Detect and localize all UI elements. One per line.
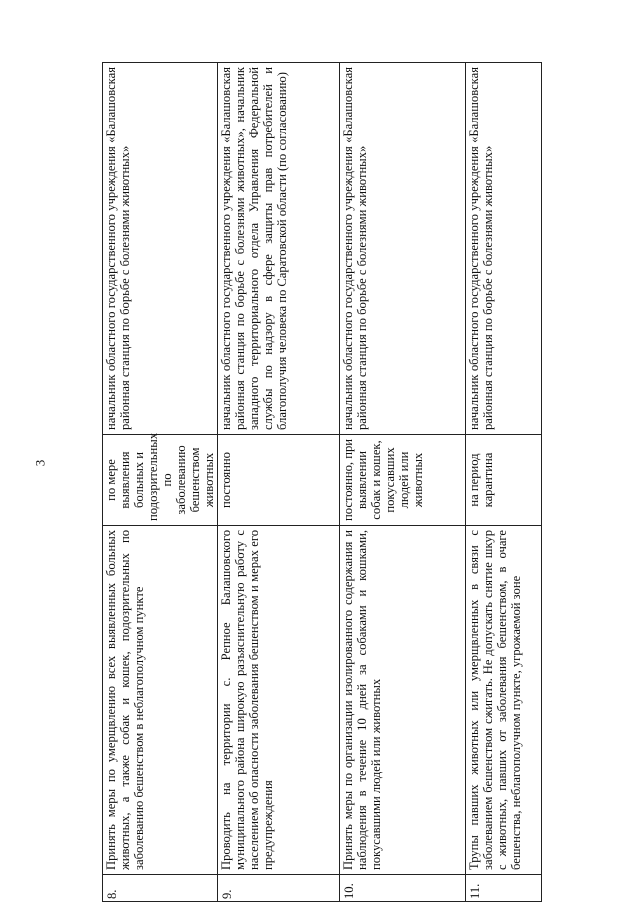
row-action: Проводить на территории с. Репное Балашовского муниципального района широкую разъяснительную работу с населением об опасности заболевания бешенством и мерах его предупреждения xyxy=(218,526,340,875)
row-action: Принять меры по умерщвлению всех выявленных больных животных, а также собак и кошек, подозрительных по заболеванию бешенством в неблагополучном пункте xyxy=(103,526,218,875)
row-time: по мере выявления больных и подозрительных по заболеванию бешенством животных xyxy=(103,435,218,526)
table-row xyxy=(466,63,542,902)
row-number: 10. xyxy=(340,875,466,902)
measures-table xyxy=(102,62,542,902)
row-responsible: начальник областного государственного учреждения «Балашовская районная станция по борьбе с болезнями животных», начальник западного территориального отдела Управления Федеральной службы по надзору в сфере защиты прав потребителей и благополучия человека по Саратовской области (по согласованию) xyxy=(218,63,340,435)
row-time: постоянно xyxy=(218,435,340,526)
row-number: 8. xyxy=(103,875,218,902)
row-responsible: начальник областного государственного учреждения «Балашовская районная станция по борьбе с болезнями животных» xyxy=(466,63,542,435)
row-action: Принять меры по организации изолированного содержания и наблюдения в течение 10 дней за собаками и кошками, покусавшими людей или животных xyxy=(340,526,466,875)
row-responsible: начальник областного государственного учреждения «Балашовская районная станция по борьбе с болезнями животных» xyxy=(103,63,218,435)
row-time: постоянно, при выявлении собак и кошек, покусавших людей или животных xyxy=(340,435,466,526)
row-action: Трупы павших животных или умерщвленных в связи с заболеванием бешенством сжигать. Не допускать снятие шкур с животных, павших от заболевания бешенством, в очаге бешенства, неблагополучном пункте, угрожаемой зоне xyxy=(466,526,542,875)
rotated-table-container xyxy=(102,62,534,902)
page-number: 3 xyxy=(32,459,48,467)
table-row xyxy=(103,63,218,902)
table-row xyxy=(340,63,466,902)
table-row xyxy=(218,63,340,902)
row-responsible: начальник областного государственного учреждения «Балашовская районная станция по борьбе с болезнями животных» xyxy=(340,63,466,435)
row-number: 9. xyxy=(218,875,340,902)
row-time: на период карантина xyxy=(466,435,542,526)
row-number: 11. xyxy=(466,875,542,902)
